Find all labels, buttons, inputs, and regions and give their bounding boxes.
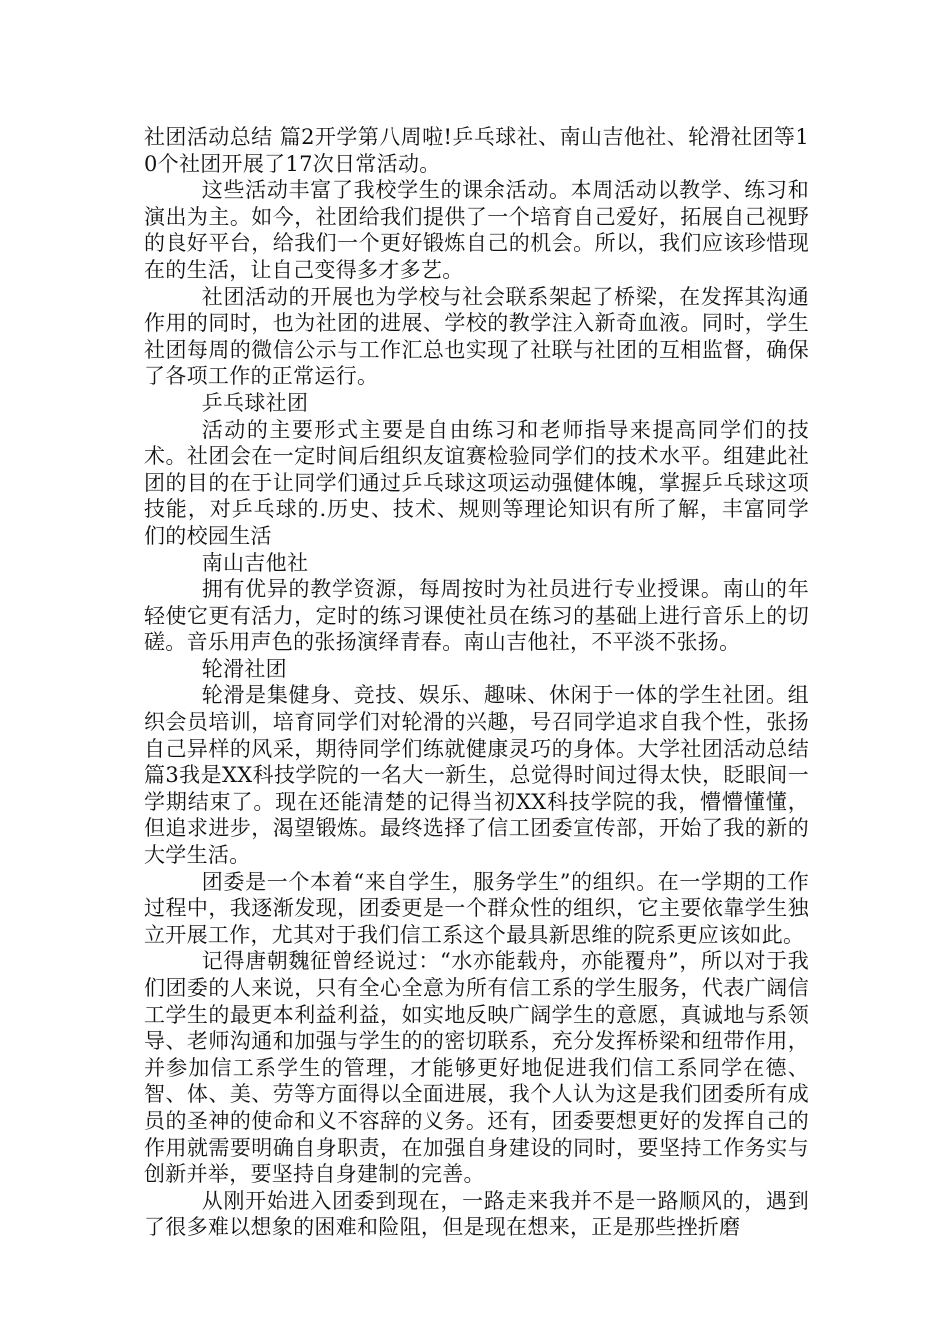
paragraph-skating: 轮滑是集健身、竞技、娱乐、趣味、休闲于一体的学生社团。组织会员培训，培育同学们对轮滑的兴趣，号召同学追求自我个性，张扬自己异样的风采，期待同学们练就健康灵巧的身体。大学社团活动总结 篇3我是XX科技学院的一名大一新生，总觉得时间过得太快，眨眼间一学期结束了。现在还能清楚的记得当初XX科技学院的我，懵懵懂懂，但追求进步，渴望锻炼。最终选择了信工团委宣传部，开始了我的新的大学生活。	[144, 683, 809, 868]
paragraph-intro: 社团活动总结 篇2开学第八周啦!乒乓球社、南山吉他社、轮滑社团等10个社团开展了17次日常活动。	[144, 125, 809, 176]
paragraph-league-committee: 团委是一个本着“来自学生，服务学生”的组织。在一学期的工作过程中，我逐渐发现，团委更是一个群众性的组织，它主要依靠学生独立开展工作，尤其对于我们信工系这个最具新思维的院系更应该如此。	[144, 869, 809, 947]
document-body	[144, 124, 809, 1241]
paragraph-journey: 从刚开始进入团委到现在，一路走来我并不是一路顺风的，遇到了很多难以想象的困难和险阻，但是现在想来，正是那些挫折磨	[144, 1188, 809, 1240]
paragraph-guitar: 拥有优异的教学资源，每周按时为社员进行专业授课。南山的年轻使它更有活力，定时的练习课使社员在练习的基础上进行音乐上的切磋。音乐用声色的张扬演绎青春。南山吉他社，不平淡不张扬。	[144, 577, 809, 655]
paragraph-activities: 这些活动丰富了我校学生的课余活动。本周活动以教学、练习和演出为主。如今，社团给我们提供了一个培育自己爱好，拓展自己视野的良好平台，给我们一个更好锻炼自己的机会。所以，我们应该珍惜现在的生活，让自己变得多才多艺。	[144, 178, 809, 282]
heading-pingpong-club: 乒乓球社团	[201, 390, 309, 415]
paragraph-pingpong: 活动的主要形式主要是自由练习和老师指导来提高同学们的技术。社团会在一定时间后组织友谊赛检验同学们的技术水平。组建此社团的目的在于让同学们通过乒乓球这项运动强健体魄，掌握乒乓球这项技能，对乒乓球的.历史、技术、规则等理论知识有所了解，丰富同学们的校园生活	[144, 417, 809, 548]
heading-skating-club: 轮滑社团	[201, 656, 287, 681]
paragraph-bridge: 社团活动的开展也为学校与社会联系架起了桥梁，在发挥其沟通作用的同时，也为社团的进展、学校的教学注入新奇血液。同时，学生社团每周的微信公示与工作汇总也实现了社联与社团的互相监督，确保了各项工作的正常运行。	[144, 284, 809, 389]
paragraph-weizheng-quote: 记得唐朝魏征曾经说过：“水亦能载舟，亦能覆舟”，所以对于我们团委的人来说，只有全心全意为所有信工系的学生服务，代表广阔信工学生的最更本利益利益，如实地反映广阔学生的意愿，真诚地与系领导、老师沟通和加强与学生的的密切联系，充分发挥桥梁和纽带作用，并参加信工系学生的管理，才能够更好地促进我们信工系同学在德、智、体、美、劳等方面得以全面进展，我个人认为这是我们团委所有成员的圣神的使命和义不容辞的义务。还有，团委要想更好的发挥自己的作用就需要明确自身职责，在加强自身建设的同时，要坚持工作务实与创新并举，要坚持自身建制的完善。	[144, 949, 809, 1187]
heading-guitar-club: 南山吉他社	[201, 550, 309, 575]
